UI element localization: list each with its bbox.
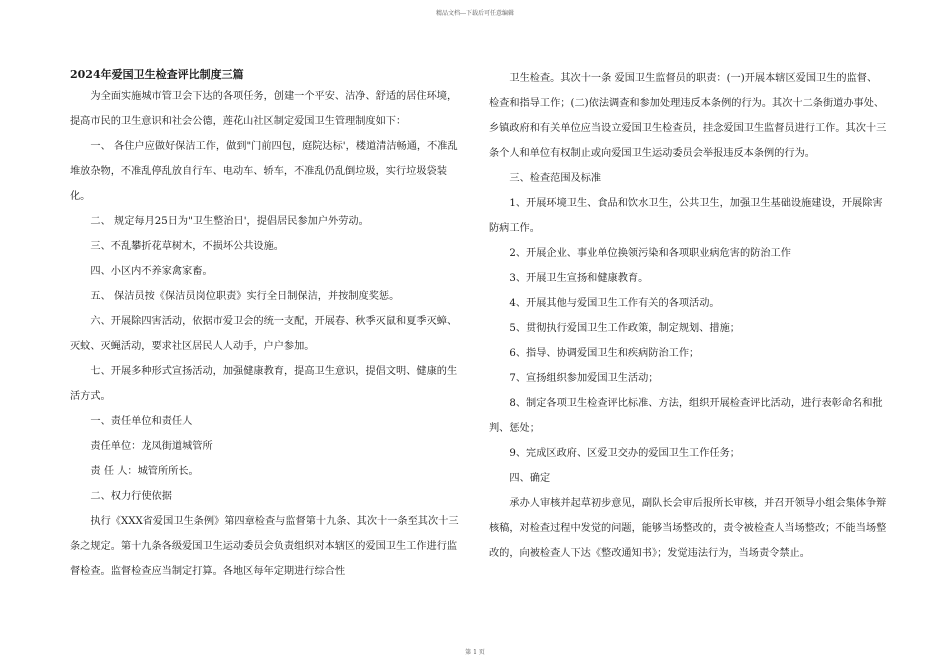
page-number: 第 1 页 <box>465 649 485 656</box>
list-item: 3、开展卫生宣扬和健康教育。 <box>509 273 649 284</box>
paragraph: 五、 保洁员按《保洁员岗位职责》实行全日制保洁，并按制度奖惩。 <box>90 291 400 302</box>
document-title: 2024年爱国卫生检查评比制度三篇 <box>70 68 244 81</box>
paragraph: 卫生检查。其次十一条 爱国卫生监督员的职责：(一)开展本辖区爱国卫生的监督、检查和指导工作；(二)依法调查和参加处理违反本条例的行为。其次十二条街道办事处、乡镇政府和有关单位应当设立爱国卫生检查员，挂念爱国卫生监督员进行工作。其次十三条个人和单位有权制止或向爱国卫生运动委员会举报违反本条例的行为。 <box>489 73 887 159</box>
section-heading: 四、确定 <box>509 473 551 484</box>
page-header: 精品文档---下载后可任意编辑 <box>435 10 515 17</box>
paragraph: 二、 规定每月25日为"卫生整治日'，提倡居民参加户外劳动。 <box>90 216 369 227</box>
paragraph: 六、开展除四害活动，依据市爱卫会的统一支配，开展春、秋季灭鼠和夏季灭蟑、灭蚊、灭蝇活动，要求社区居民人人动手，户户参加。 <box>70 316 458 352</box>
section-heading: 二、权力行使依据 <box>90 491 172 502</box>
section-heading: 三、检查范围及标准 <box>509 173 602 184</box>
list-item: 9、完成区政府、区爱卫交办的爱国卫生工作任务； <box>509 448 740 459</box>
paragraph: 执行《XXX省爱国卫生条例》第四章检查与监督第十九条、其次十一条至其次十三条之规定。第十九条各级爱国卫生运动委员会负责组织对本辖区的爱国卫生工作进行监督检查。监督检查应当制定打算。各地区每年定期进行综合性 <box>70 516 459 577</box>
paragraph: 为全面实施城市管卫会下达的各项任务，创建一个平安、洁净、舒适的居住环境，提高市民的卫生意识和社会公德，莲花山社区制定爱国卫生管理制度如下： <box>70 91 458 127</box>
list-item: 5、贯彻执行爱国卫生工作政策，制定规划、措施； <box>509 323 740 334</box>
list-item: 6、指导、协调爱国卫生和疾病防治工作； <box>509 348 700 359</box>
paragraph: 责任单位：龙凤街道城管所 <box>90 441 213 452</box>
list-item: 8、制定各项卫生检查评比标准、方法，组织开展检查评比活动，进行表彰命名和批判、惩处； <box>489 398 883 434</box>
right-column <box>489 66 887 566</box>
paragraph: 三、不乱攀折花草树木，不损坏公共设施。 <box>90 241 284 252</box>
left-column <box>70 66 466 584</box>
paragraph: 四、小区内不养家禽家畜。 <box>90 266 213 277</box>
paragraph: 七、开展多种形式宣扬活动，加强健康教育，提高卫生意识，提倡文明、健康的生活方式。 <box>70 366 458 402</box>
list-item: 1、开展环境卫生、食品和饮水卫生，公共卫生，加强卫生基础设施建设，开展除害防病工作。 <box>489 198 883 234</box>
list-item: 7、宣扬组织参加爱国卫生活动； <box>509 373 659 384</box>
section-heading: 一、责任单位和责任人 <box>90 416 193 427</box>
list-item: 4、开展其他与爱国卫生工作有关的各项活动。 <box>509 298 720 309</box>
list-item: 2、开展企业、事业单位换领污染和各项职业病危害的防治工作 <box>509 248 791 259</box>
paragraph: 一、 各住户应做好保洁工作，做到"门前四包，庭院达标'，楼道清洁畅通，不准乱堆放杂物，不准乱停乱放自行车、电动车、轿车，不准乱仍乱倒垃圾，实行垃圾袋装化。 <box>70 141 458 202</box>
paragraph: 承办人审核并起草初步意见，副队长会审后报所长审核，并召开领导小组会集体争辩核稿，对检查过程中发觉的问题，能够当场整改的，责令被检查人当场整改；不能当场整改的，向被检查人下达《整改通知书》；发觉违法行为，当场责令禁止。 <box>489 498 887 559</box>
paragraph: 责 任 人：城管所所长。 <box>90 466 199 477</box>
